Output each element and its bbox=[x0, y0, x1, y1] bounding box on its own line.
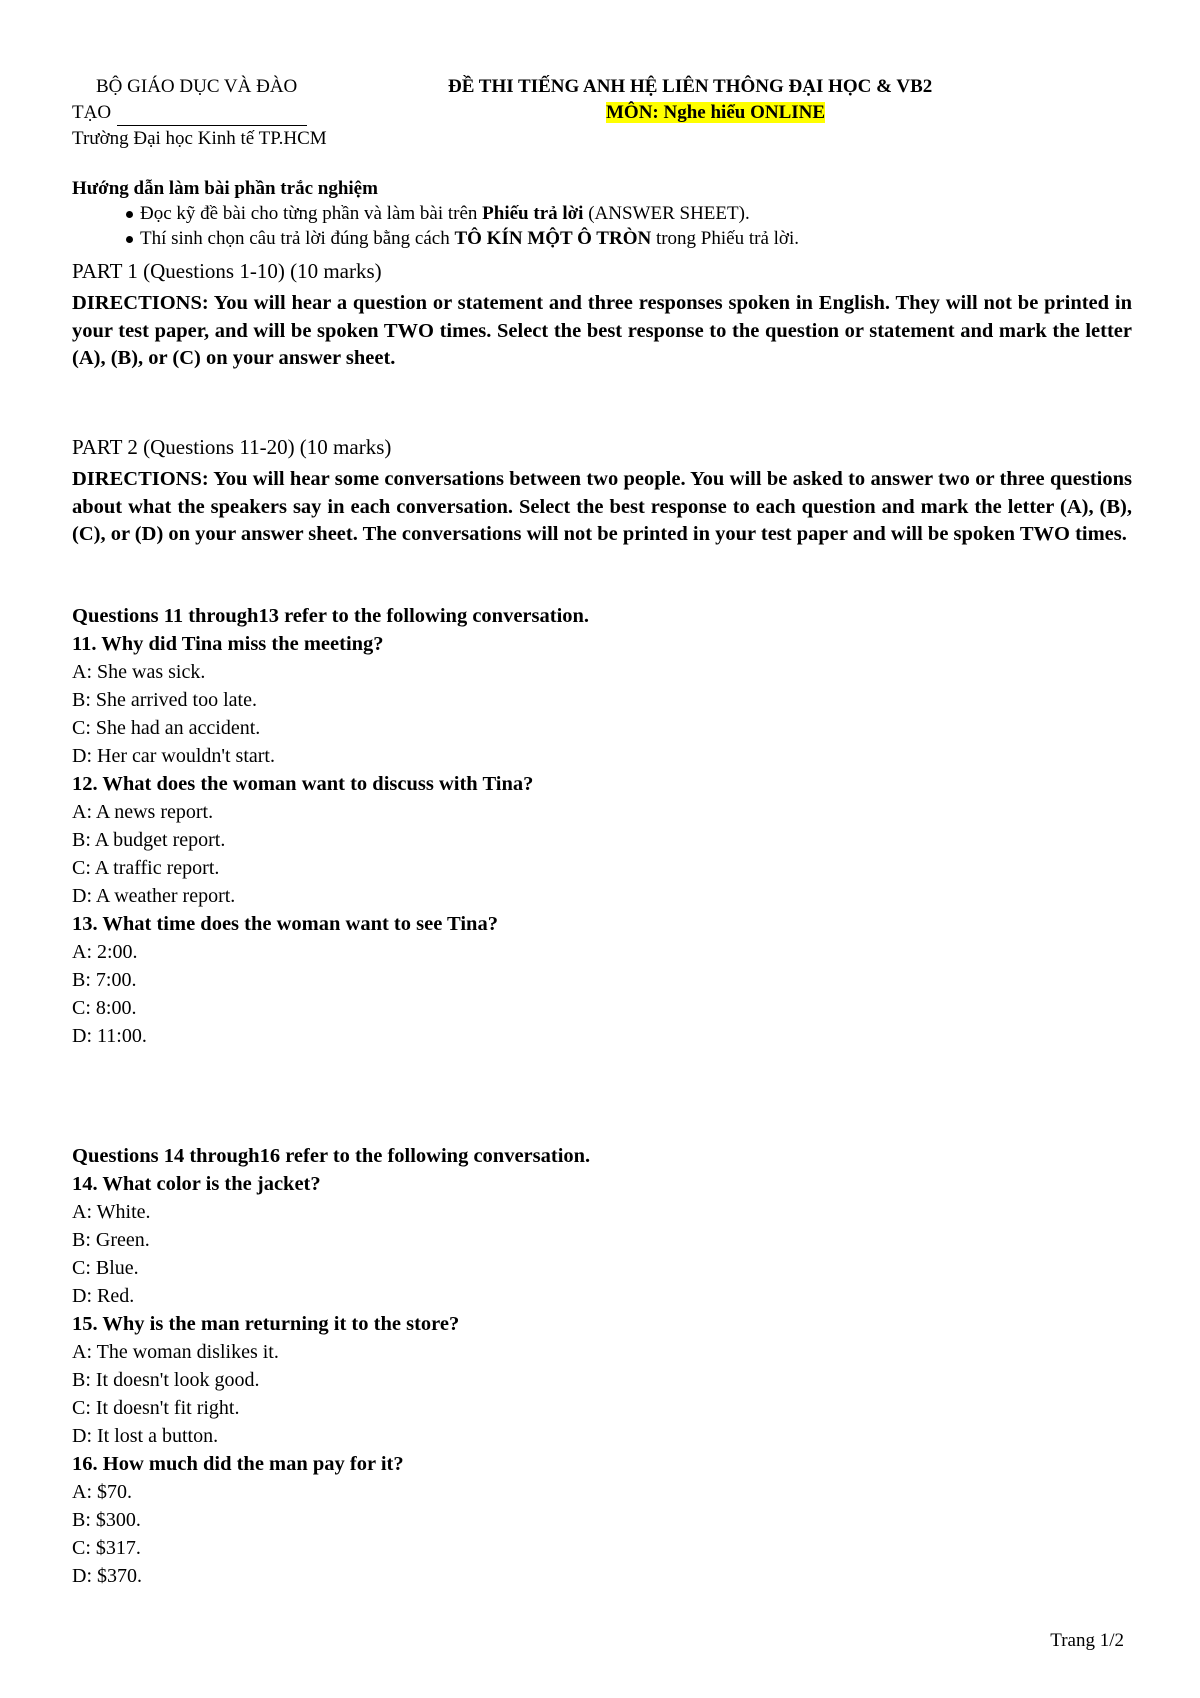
answer-option: B: 7:00. bbox=[72, 969, 137, 991]
answer-option: D: It lost a button. bbox=[72, 1425, 219, 1447]
instruction-text: Đọc kỹ đề bài cho từng phần và làm bài trên bbox=[140, 203, 483, 224]
part-2-directions: DIRECTIONS: You will hear some conversations between two people. You will be asked to answer two or three questions about what the speakers say in each conversation. Select the best response to each question and mark the letter (A), (B), (C), or (D) on your answer sheet. The conversations will not be printed in your test paper and will be spoken TWO times. bbox=[72, 468, 1132, 545]
bullet-icon bbox=[126, 236, 133, 243]
subject-line bbox=[448, 100, 1068, 126]
instruction-text: (ANSWER SHEET). bbox=[583, 203, 750, 224]
instructions-list bbox=[72, 201, 1132, 251]
answer-option: B: Green. bbox=[72, 1229, 150, 1251]
question-text: 15. Why is the man returning it to the store? bbox=[72, 1313, 460, 1335]
question-group-1 bbox=[72, 602, 1132, 1050]
part-1-title: PART 1 (Questions 1-10) (10 marks) bbox=[72, 259, 382, 283]
answer-option: B: She arrived too late. bbox=[72, 689, 257, 711]
question-block bbox=[72, 910, 1132, 1050]
answer-option: A: $70. bbox=[72, 1481, 132, 1503]
part-2-section bbox=[72, 433, 1132, 549]
answer-option: C: $317. bbox=[72, 1537, 141, 1559]
question-text: 16. How much did the man pay for it? bbox=[72, 1453, 404, 1475]
answer-option: D: Red. bbox=[72, 1285, 135, 1307]
answer-option: D: Her car wouldn't start. bbox=[72, 745, 275, 767]
ministry-line-2 bbox=[72, 100, 392, 126]
answer-option: A: The woman dislikes it. bbox=[72, 1341, 279, 1363]
subject-highlight: MÔN: Nghe hiểu ONLINE bbox=[606, 102, 826, 123]
question-block bbox=[72, 630, 1132, 770]
question-text: 12. What does the woman want to discuss with Tina? bbox=[72, 773, 534, 795]
question-block bbox=[72, 770, 1132, 910]
answer-option: C: A traffic report. bbox=[72, 857, 220, 879]
answer-option: B: A budget report. bbox=[72, 829, 226, 851]
instruction-bold-text: Phiếu trả lời bbox=[482, 203, 584, 224]
answer-option: C: She had an accident. bbox=[72, 717, 261, 739]
answer-option: C: Blue. bbox=[72, 1257, 139, 1279]
answer-option: C: 8:00. bbox=[72, 997, 137, 1019]
question-text: 14. What color is the jacket? bbox=[72, 1173, 321, 1195]
page-number: Trang 1/2 bbox=[1050, 1630, 1124, 1651]
ministry-line-1: BỘ GIÁO DỤC VÀ ĐÀO bbox=[96, 76, 298, 97]
school-name: Trường Đại học Kinh tế TP.HCM bbox=[72, 128, 327, 149]
instruction-text: trong Phiếu trả lời. bbox=[651, 228, 799, 249]
exam-title: ĐỀ THI TIẾNG ANH HỆ LIÊN THÔNG ĐẠI HỌC & VB2 bbox=[448, 76, 933, 97]
group-title: Questions 14 through16 refer to the following conversation. bbox=[72, 1145, 591, 1167]
instruction-item bbox=[72, 226, 1132, 251]
answer-option: A: A news report. bbox=[72, 801, 214, 823]
exam-title-block bbox=[448, 74, 1068, 126]
instructions-section bbox=[72, 176, 1132, 251]
instruction-item bbox=[72, 201, 1132, 226]
question-text: 13. What time does the woman want to see Tina? bbox=[72, 913, 498, 935]
part-2-title: PART 2 (Questions 11-20) (10 marks) bbox=[72, 435, 392, 459]
question-block bbox=[72, 1170, 1132, 1310]
header-underline bbox=[117, 107, 307, 126]
answer-option: A: White. bbox=[72, 1201, 151, 1223]
instruction-bold-text: TÔ KÍN MỘT Ô TRÒN bbox=[454, 228, 652, 249]
answer-option: A: 2:00. bbox=[72, 941, 138, 963]
answer-option: D: A weather report. bbox=[72, 885, 236, 907]
answer-option: D: $370. bbox=[72, 1565, 142, 1587]
ministry-line-2-text: TẠO bbox=[72, 102, 112, 123]
part-1-directions: DIRECTIONS: You will hear a question or statement and three responses spoken in English. They will not be printed in your test paper, and will be spoken TWO times. Select the best response to the question or statement and mark the letter (A), (B), or (C) on your answer sheet. bbox=[72, 292, 1132, 369]
answer-option: B: It doesn't look good. bbox=[72, 1369, 260, 1391]
answer-option: B: $300. bbox=[72, 1509, 141, 1531]
instruction-text: Thí sinh chọn câu trả lời đúng bằng cách bbox=[140, 228, 455, 249]
answer-option: C: It doesn't fit right. bbox=[72, 1397, 240, 1419]
group-title: Questions 11 through13 refer to the following conversation. bbox=[72, 605, 590, 627]
question-block bbox=[72, 1310, 1132, 1450]
question-text: 11. Why did Tina miss the meeting? bbox=[72, 633, 384, 655]
ministry-block bbox=[72, 74, 392, 152]
instructions-title: Hướng dẫn làm bài phần trắc nghiệm bbox=[72, 178, 378, 199]
bullet-icon bbox=[126, 211, 133, 218]
question-group-2 bbox=[72, 1142, 1132, 1590]
part-1-section bbox=[72, 257, 1132, 373]
question-block bbox=[72, 1450, 1132, 1590]
answer-option: D: 11:00. bbox=[72, 1025, 147, 1047]
answer-option: A: She was sick. bbox=[72, 661, 206, 683]
